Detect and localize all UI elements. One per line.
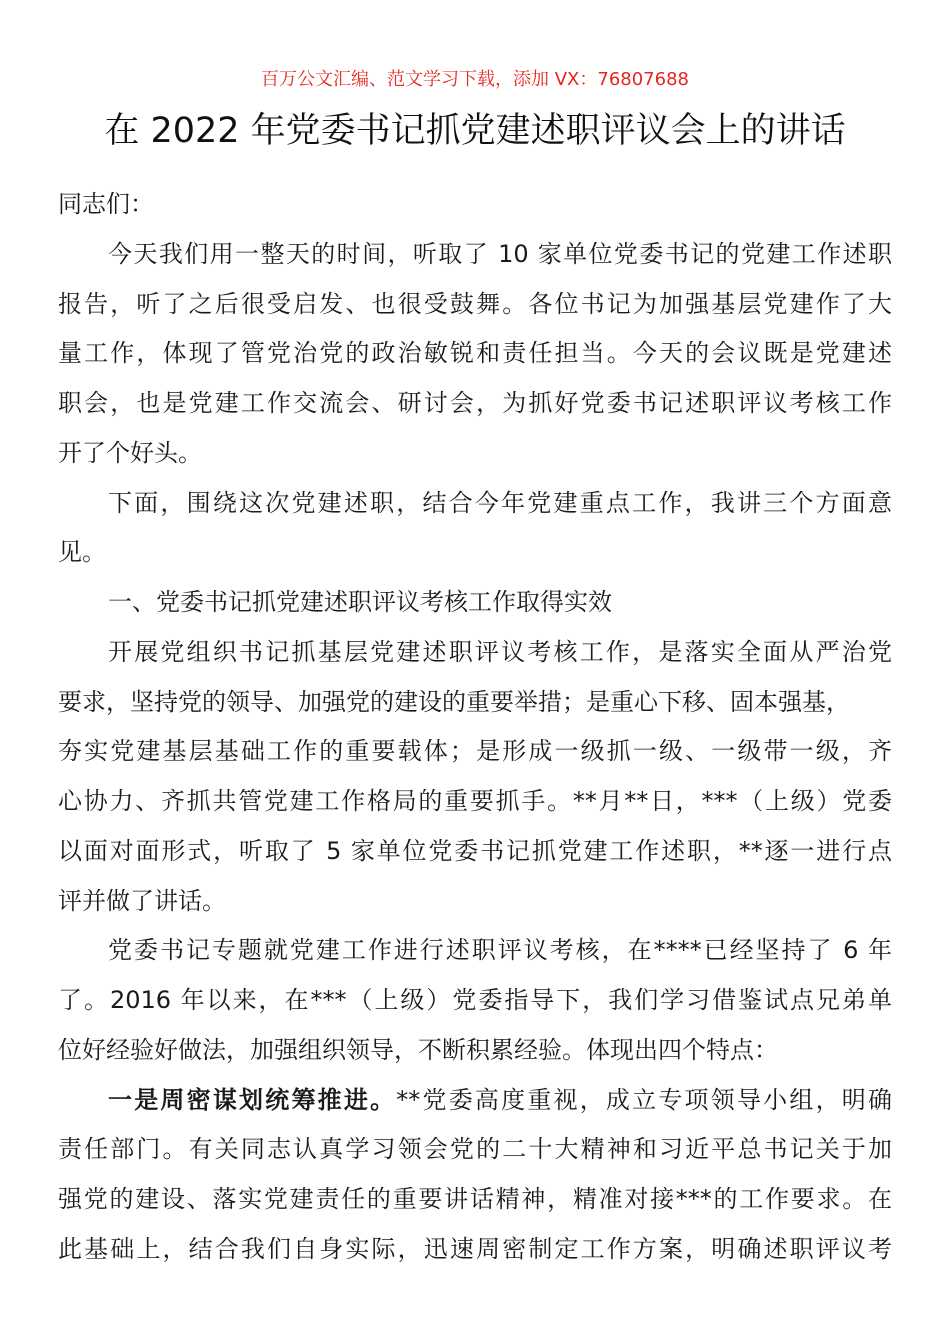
salutation: 同志们： (58, 190, 154, 218)
paragraph-line: 夯实党建基层基础工作的重要载体；是形成一级抓一级、一级带一级，齐 (58, 737, 892, 766)
paragraph-line (58, 1076, 892, 1126)
paragraph-line: 报告，听了之后很受启发、也很受鼓舞。各位书记为加强基层党建作了大 (58, 289, 892, 318)
paragraph-line: 此基础上，结合我们自身实际，迅速周密制定工作方案，明确述职评议考 (58, 1234, 892, 1263)
watermark-header: 百万公文汇编、范文学习下载，添加 VX：76807688 (261, 69, 689, 90)
paragraph-line: 位好经验好做法，加强组织领导，不断积累经验。体现出四个特点： (58, 1035, 778, 1064)
paragraph-text: **党委高度重视，成立专项领导小组，明确 (396, 1085, 893, 1114)
section-heading: 一、党委书记抓党建述职评议考核工作取得实效 (108, 588, 612, 616)
paragraph-line: 强党的建设、落实党建责任的重要讲话精神，精准对接***的工作要求。在 (58, 1185, 892, 1213)
bold-lead: 一是周密谋划统筹推进。 (108, 1085, 397, 1114)
paragraph-line: 职会，也是党建工作交流会、研讨会，为抓好党委书记述职评议考核工作 (58, 389, 892, 417)
paragraph-line: 今天我们用一整天的时间，听取了 10 家单位党委书记的党建工作述职 (108, 239, 892, 268)
paragraph-line: 要求，坚持党的领导、加强党的建设的重要举措；是重心下移、固本强基， (58, 687, 850, 716)
paragraph-line: 下面，围绕这次党建述职，结合今年党建重点工作，我讲三个方面意 (108, 488, 892, 517)
paragraph-line: 责任部门。有关同志认真学习领会党的二十大精神和习近平总书记关于加 (58, 1135, 892, 1164)
paragraph-line: 开展党组织书记抓基层党建述职评议考核工作，是落实全面从严治党 (108, 637, 892, 666)
paragraph-line: 了。2016 年以来，在***（上级）党委指导下，我们学习借鉴试点兄弟单 (58, 986, 892, 1014)
paragraph-line: 见。 (58, 538, 106, 567)
paragraph-line: 心协力、齐抓共管党建工作格局的重要抓手。**月**日，***（上级）党委 (58, 787, 892, 815)
paragraph-line: 评并做了讲话。 (58, 886, 226, 915)
document-body (58, 180, 892, 1275)
paragraph-line: 党委书记专题就党建工作进行述职评议考核，在****已经坚持了 6 年 (108, 936, 892, 965)
document-title: 在 2022 年党委书记抓党建述职评议会上的讲话 (104, 111, 846, 151)
paragraph-line: 量工作，体现了管党治党的政治敏锐和责任担当。今天的会议既是党建述 (58, 339, 892, 368)
paragraph-line: 以面对面形式，听取了 5 家单位党委书记抓党建工作述职，**逐一进行点 (58, 836, 892, 865)
paragraph-line: 开了个好头。 (58, 438, 202, 467)
